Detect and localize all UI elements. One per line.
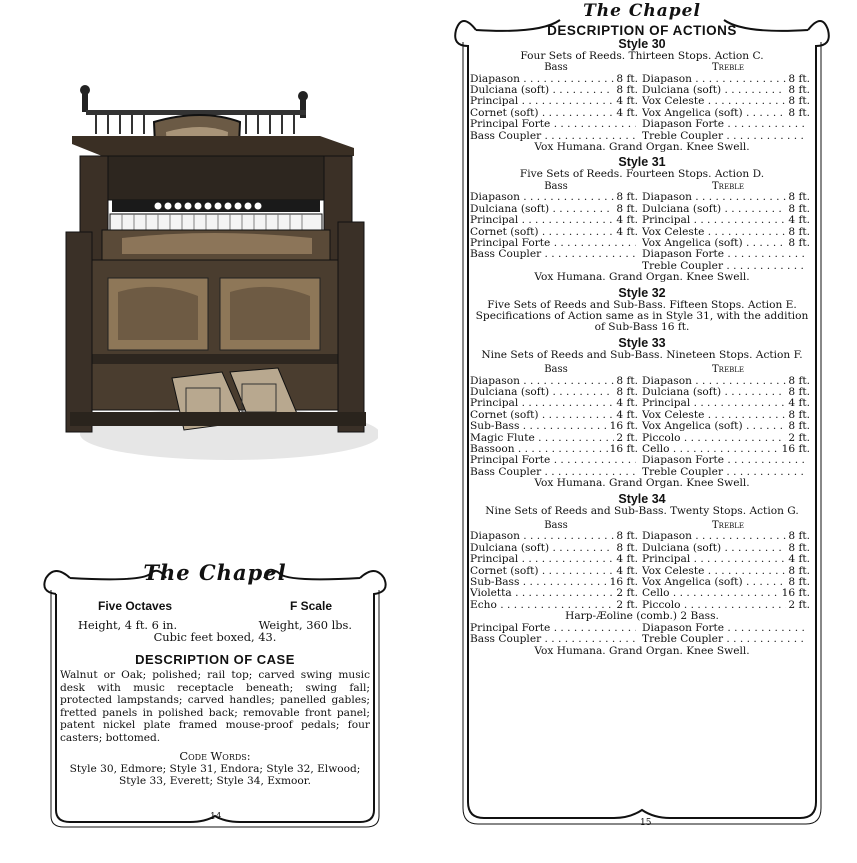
stop-name: Principal . . . <box>470 96 614 107</box>
style-31-summary: Five Sets of Reeds. Fourteen Stops. Action D. <box>519 168 765 181</box>
stop-row <box>642 215 814 226</box>
stop-row <box>642 108 814 119</box>
octaves-label: Five Octaves <box>98 599 173 613</box>
stop-size: 8 ft. <box>788 106 810 119</box>
stop-name: Principal Forte . . . <box>470 119 636 130</box>
style-34-stops <box>470 520 814 611</box>
stop-size <box>808 634 810 645</box>
stop-row <box>470 634 642 645</box>
stop-row <box>470 119 642 130</box>
stop-size: 8 ft. <box>788 225 810 238</box>
stop-size: 2 ft. <box>788 598 810 611</box>
stop-name: Dulciana (soft) . . . <box>642 543 786 554</box>
stop-row <box>642 119 814 130</box>
stop-size: 8 ft. <box>788 202 810 215</box>
stop-name: Bass Coupler . . . <box>470 131 636 142</box>
stop-name: Diapason . . . <box>470 376 614 387</box>
treble-column-header: Treble <box>712 180 744 192</box>
stop-row <box>642 455 814 466</box>
stop-name: Diapason Forte . . . <box>642 623 808 634</box>
stop-name: Diapason . . . <box>470 192 614 203</box>
stop-size: 8 ft. <box>616 202 638 215</box>
stop-name: Magic Flute . . . <box>470 433 614 444</box>
stop-name: Principal . . . <box>470 215 614 226</box>
stop-size: 2 ft. <box>616 587 638 600</box>
weight-spec: Weight, 360 lbs. <box>258 617 352 632</box>
stop-name: Cornet (soft) . . . <box>470 410 614 421</box>
style-34-harp: Harp-Æoline (comb.) 2 Bass. <box>565 610 719 623</box>
style-30-footer: Vox Humana. Grand Organ. Knee Swell. <box>534 141 750 154</box>
stop-name: Principal . . . <box>642 215 786 226</box>
treble-column-header: Treble <box>712 62 744 74</box>
stop-size: 8 ft. <box>616 385 638 398</box>
stop-name: Dulciana (soft) . . . <box>470 204 614 215</box>
stop-name: Treble Coupler . . . <box>642 467 808 478</box>
stop-size <box>808 467 810 478</box>
bass-column-header: Bass <box>544 364 568 376</box>
stop-size <box>636 119 638 130</box>
stop-name: Dulciana (soft) . . . <box>642 204 786 215</box>
treble-column-header: Treble <box>712 364 744 376</box>
stop-size: 16 ft. <box>781 587 810 600</box>
stop-size <box>636 238 638 249</box>
stop-row <box>642 623 814 634</box>
stop-size: 4 ft. <box>616 106 638 119</box>
stop-row <box>470 227 642 238</box>
stop-name: Cornet (soft) . . . <box>470 227 614 238</box>
stop-row <box>470 238 642 249</box>
organ-illustration <box>62 82 378 462</box>
stop-size <box>808 623 810 634</box>
stop-size <box>808 455 810 466</box>
stop-size: 8 ft. <box>788 374 810 387</box>
stop-row <box>642 238 814 249</box>
stop-size: 8 ft. <box>788 191 810 204</box>
stop-name: Vox Angelica (soft) . . . <box>642 238 786 249</box>
stop-size: 16 ft. <box>609 420 638 433</box>
stop-name: Diapason Forte . . . <box>642 119 808 130</box>
stop-size: 16 ft. <box>609 443 638 455</box>
page-number-right: 15 <box>640 818 652 828</box>
style-33-stops <box>470 364 814 478</box>
stop-row <box>470 421 642 432</box>
stop-name: Vox Celeste . . . <box>642 566 786 577</box>
stop-size: 8 ft. <box>788 385 810 398</box>
stop-name: Diapason . . . <box>642 531 786 542</box>
stop-name: Principal . . . <box>642 554 786 565</box>
stop-size: 8 ft. <box>788 541 810 554</box>
stop-size: 8 ft. <box>788 72 810 85</box>
style-33-summary: Nine Sets of Reeds and Sub-Bass. Nineteen Stops. Action F. <box>481 348 803 361</box>
stop-size: 4 ft. <box>616 95 638 108</box>
stop-name: Treble Coupler . . . <box>642 261 808 272</box>
stop-size: 8 ft. <box>616 191 638 204</box>
stop-name: Treble Coupler . . . <box>642 634 808 645</box>
stop-name: Principal . . . <box>470 554 614 565</box>
stop-name: Vox Angelica (soft) . . . <box>642 421 786 432</box>
actions-heading: DESCRIPTION OF ACTIONS <box>547 23 737 39</box>
bass-column-header: Bass <box>544 520 568 532</box>
stop-name: Bass Coupler . . . <box>470 249 636 260</box>
style-30-stops <box>470 62 814 142</box>
stop-name: Treble Coupler . . . <box>642 131 808 142</box>
stop-size: 4 ft. <box>616 553 638 566</box>
stop-size: 8 ft. <box>616 72 638 85</box>
stop-size: 8 ft. <box>616 530 638 543</box>
stop-size: 8 ft. <box>616 374 638 387</box>
scale-label: F Scale <box>289 599 332 613</box>
stop-name: Vox Celeste . . . <box>642 410 786 421</box>
case-description: Walnut or Oak; polished; rail top; carved swing music desk with music receptacle beneath; swing fall; protected lampstands; carved handles; panelled gables; fretted panels in polished back; removable front panel; patent nickel plate framed mouse-proof pedals; four casters; bottomed. <box>60 669 370 744</box>
stop-size: 4 ft. <box>788 397 810 410</box>
stop-size <box>808 131 810 142</box>
style-32-note: Specifications of Action same as in Style 31, with the addition of Sub-Bass 16 ft. <box>475 309 809 334</box>
stop-name: Diapason Forte . . . <box>642 249 808 260</box>
stop-name: Piccolo . . . <box>642 433 786 444</box>
stop-row <box>642 444 814 455</box>
stop-size: 4 ft. <box>616 564 638 577</box>
stop-name: Bass Coupler . . . <box>470 467 636 478</box>
stop-size: 16 ft. <box>781 443 810 455</box>
stop-name: Cello . . . <box>642 588 780 599</box>
stop-size: 4 ft. <box>616 225 638 238</box>
height-spec: Height, 4 ft. 6 in. <box>78 617 178 632</box>
stop-size: 2 ft. <box>788 431 810 444</box>
style-32-summary: Five Sets of Reeds and Sub-Bass. Fifteen Stops. Action E. <box>487 298 797 311</box>
stop-row <box>470 554 642 565</box>
style-32-heading: Style 32 <box>618 285 666 300</box>
stop-name: Vox Celeste . . . <box>642 227 786 238</box>
style-31-stops <box>470 181 814 272</box>
style-34-summary: Nine Sets of Reeds and Sub-Bass. Twenty Stops. Action G. <box>485 504 799 517</box>
stop-name: Diapason Forte . . . <box>642 455 808 466</box>
stop-name: Bassoon . . . <box>470 444 608 455</box>
right-page-title: The Chapel <box>583 1 701 21</box>
right-page <box>430 0 857 863</box>
stop-row <box>470 444 642 455</box>
stop-size <box>636 455 638 466</box>
style-31-heading: Style 31 <box>618 155 666 170</box>
stop-row <box>642 421 814 432</box>
stop-size: 8 ft. <box>788 420 810 433</box>
stop-name: Vox Angelica (soft) . . . <box>642 108 786 119</box>
stop-name: Diapason . . . <box>470 74 614 85</box>
stop-size: 8 ft. <box>788 408 810 421</box>
stop-row <box>470 249 642 260</box>
style-33-footer: Vox Humana. Grand Organ. Knee Swell. <box>534 477 750 490</box>
style-34-extra-stops <box>470 623 814 646</box>
stop-row <box>642 249 814 260</box>
stop-name: Vox Angelica (soft) . . . <box>642 577 786 588</box>
stop-name: Sub-Bass . . . <box>470 577 608 588</box>
stop-size: 2 ft. <box>616 431 638 444</box>
style-34-heading: Style 34 <box>618 491 666 506</box>
actions-frame <box>454 1 830 828</box>
stop-name: Piccolo . . . <box>642 600 786 611</box>
stop-name: Violetta . . . <box>470 588 614 599</box>
stop-row <box>470 215 642 226</box>
stop-name: Diapason . . . <box>642 192 786 203</box>
stop-name: Principal Forte . . . <box>470 623 636 634</box>
stop-size: 8 ft. <box>616 84 638 97</box>
stop-row <box>470 623 642 634</box>
stop-name: Principal Forte . . . <box>470 455 636 466</box>
stop-row <box>642 634 814 645</box>
style-30-heading: Style 30 <box>618 36 666 51</box>
page-number-left: 14 <box>210 812 222 822</box>
stop-size <box>808 261 810 272</box>
case-heading: DESCRIPTION OF CASE <box>135 651 295 667</box>
stop-size: 8 ft. <box>788 236 810 249</box>
stop-name: Dulciana (soft) . . . <box>642 387 786 398</box>
style-34-footer: Vox Humana. Grand Organ. Knee Swell. <box>534 644 750 657</box>
stop-size: 8 ft. <box>788 95 810 108</box>
style-33-heading: Style 33 <box>618 335 666 350</box>
stop-size: 4 ft. <box>616 397 638 410</box>
stop-size: 8 ft. <box>616 541 638 554</box>
stop-size <box>808 119 810 130</box>
stop-size: 8 ft. <box>788 576 810 589</box>
stop-row <box>642 192 814 203</box>
bass-column-header: Bass <box>544 62 568 74</box>
stop-size: 8 ft. <box>788 530 810 543</box>
stop-name: Diapason . . . <box>642 376 786 387</box>
stop-name: Cornet (soft) . . . <box>470 108 614 119</box>
treble-column-header: Treble <box>712 520 744 532</box>
stop-size: 8 ft. <box>788 84 810 97</box>
stop-size: 4 ft. <box>788 553 810 566</box>
stop-name: Sub-Bass . . . <box>470 421 608 432</box>
stop-size: 4 ft. <box>788 214 810 227</box>
stop-name: Vox Celeste . . . <box>642 96 786 107</box>
stop-row <box>642 554 814 565</box>
stop-size: 4 ft. <box>616 214 638 227</box>
stop-row <box>470 108 642 119</box>
stop-name: Diapason . . . <box>470 531 614 542</box>
stop-size <box>636 634 638 645</box>
stop-name: Principal . . . <box>470 398 614 409</box>
stop-row <box>470 192 642 203</box>
stop-name: Principal . . . <box>642 398 786 409</box>
cubic-spec: Cubic feet boxed, 43. <box>153 630 277 644</box>
stop-size <box>636 249 638 260</box>
stop-row <box>470 455 642 466</box>
stop-size: 4 ft. <box>616 408 638 421</box>
card-title: The Chapel <box>143 560 287 585</box>
stop-name: Dulciana (soft) . . . <box>470 85 614 96</box>
stop-name: Dulciana (soft) . . . <box>470 387 614 398</box>
stop-name: Echo . . . <box>470 600 614 611</box>
bass-column-header: Bass <box>544 180 568 192</box>
style-30-summary: Four Sets of Reeds. Thirteen Stops. Action C. <box>520 49 764 62</box>
code-words: Style 30, Edmore; Style 31, Endora; Style 32, Elwood; Style 33, Everett; Style 34, Exmoor. <box>69 762 361 787</box>
stop-name: Bass Coupler . . . <box>470 634 636 645</box>
stop-name: Dulciana (soft) . . . <box>470 543 614 554</box>
code-words-label: Code Words: <box>179 749 251 763</box>
stop-size: 2 ft. <box>616 598 638 611</box>
stop-name: Dulciana (soft) . . . <box>642 85 786 96</box>
stop-size <box>808 249 810 260</box>
specification-card <box>40 560 390 830</box>
stop-name: Cello . . . <box>642 444 780 455</box>
stop-name: Principal Forte . . . <box>470 238 636 249</box>
stop-size: 8 ft. <box>788 564 810 577</box>
stop-size <box>636 623 638 634</box>
style-31-footer: Vox Humana. Grand Organ. Knee Swell. <box>534 271 750 284</box>
stop-name: Cornet (soft) . . . <box>470 566 614 577</box>
stop-name: Diapason . . . <box>642 74 786 85</box>
stop-size: 16 ft. <box>609 576 638 589</box>
